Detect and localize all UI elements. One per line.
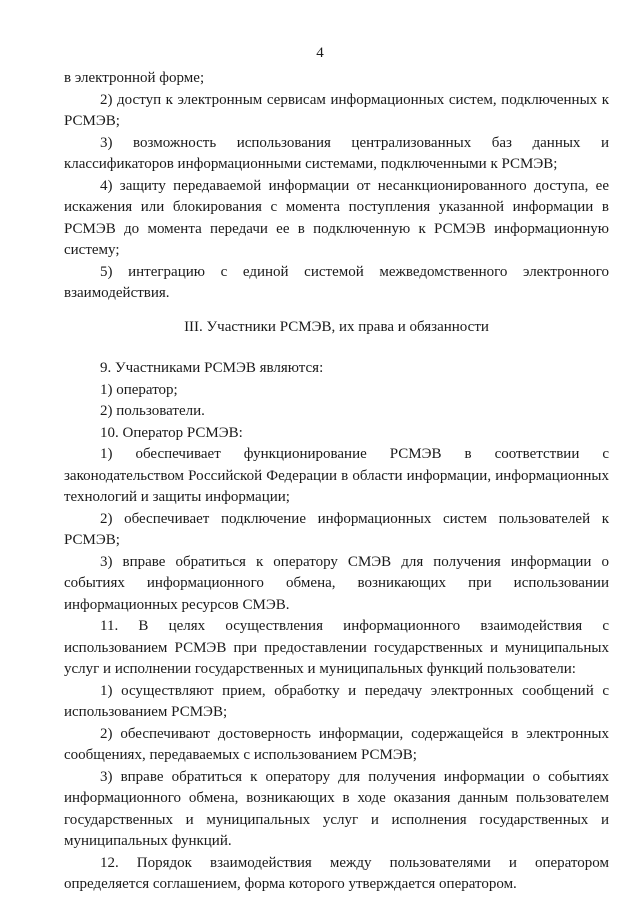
clause-10: 10. Оператор РСМЭВ: <box>100 424 243 441</box>
page-number: 4 <box>316 45 324 61</box>
clause-11-item-1: 1) осуществляют прием, обработку и передачу электронных сообщений с использованием РСМЭВ; <box>64 682 609 720</box>
clause-9-item-1: 1) оператор; <box>100 381 178 398</box>
section-heading: III. Участники РСМЭВ, их права и обязанности <box>184 318 489 335</box>
clause-10-item-2: 2) обеспечивает подключение информационных систем пользователей к РСМЭВ; <box>64 510 609 548</box>
clause-12: 12. Порядок взаимодействия между пользователями и оператором определяется соглашением, форма которого утверждается оператором. <box>64 854 609 892</box>
list-item-2-service-access: 2) доступ к электронным сервисам информационных систем, подключенных к РСМЭВ; <box>64 91 609 129</box>
list-item-3-databases: 3) возможность использования централизованных баз данных и классификаторов информационными системами, подключенными к РСМЭВ; <box>64 134 609 172</box>
clause-10-item-1: 1) обеспечивает функционирование РСМЭВ в соответствии с законодательством Российской Федерации в области информации, информационных технологий и защиты информации; <box>64 446 609 505</box>
document-body <box>64 68 609 896</box>
clause-9: 9. Участниками РСМЭВ являются: <box>100 360 324 376</box>
clause-10-item-3: 3) вправе обратиться к оператору СМЭВ для получения информации о событиях информационного обмена, возникающих при использовании информационных ресурсов СМЭВ. <box>64 553 609 613</box>
list-item-4-data-protection: 4) защиту передаваемой информации от несанкционированного доступа, ее искажения или блокирования с момента поступления указанной информации в РСМЭВ до момента передачи ее в подключенную к РСМЭВ информационную систему; <box>64 177 609 258</box>
clause-11-item-2: 2) обеспечивают достоверность информации, содержащейся в электронных сообщениях, передаваемых с использованием РСМЭВ; <box>64 725 609 763</box>
clause-11: 11. В целях осуществления информационного взаимодействия с использованием РСМЭВ при предоставлении государственных и муниципальных услуг и исполнении государственных и муниципальных функций пользователи: <box>64 618 609 677</box>
clause-9-item-2: 2) пользователи. <box>100 403 205 419</box>
paragraph-continuation: в электронной форме; <box>64 70 205 86</box>
clause-11-item-3: 3) вправе обратиться к оператору для получения информации о событиях информационного обмена, возникающих в ходе оказания данным пользователем государственных и муниципальных услуг и исполнения государственных и муниципальных функций. <box>64 768 609 849</box>
list-item-5-integration: 5) интеграцию с единой системой межведомственного электронного взаимодействия. <box>64 263 609 301</box>
